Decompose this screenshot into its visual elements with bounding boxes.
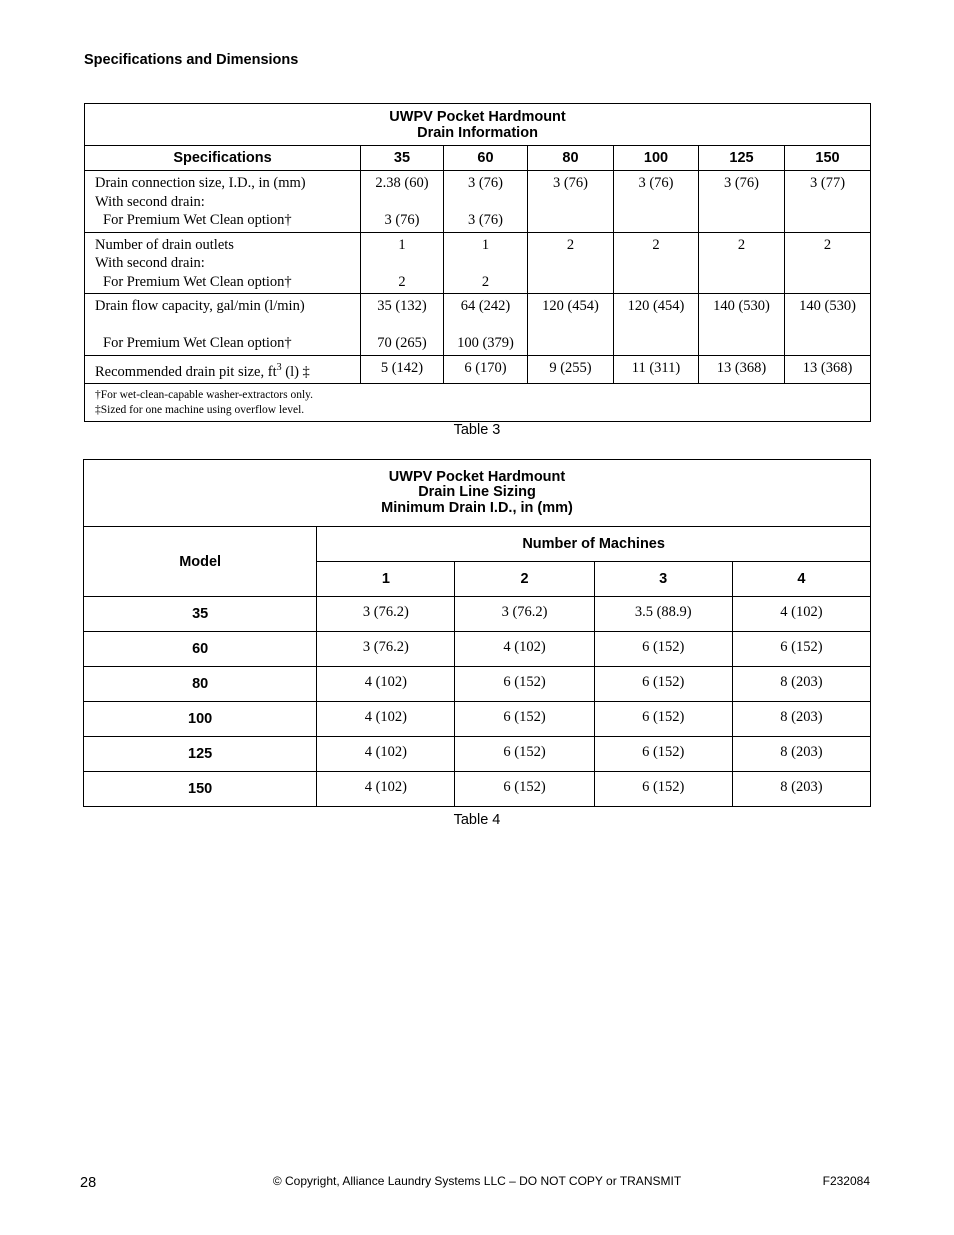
value-line	[785, 316, 870, 335]
table4-count-header: 2	[455, 562, 594, 597]
table3-value-cell	[528, 294, 614, 356]
table4-count-header: 1	[317, 562, 455, 597]
copyright-notice: © Copyright, Alliance Laundry Systems LLC – DO NOT COPY or TRANSMIT	[272, 1174, 682, 1188]
table4-caption: Table 4	[453, 812, 501, 828]
value-line	[785, 273, 870, 292]
value-line	[785, 254, 870, 273]
table4-model-header: Model	[84, 527, 317, 597]
value-line: 2.38 (60)	[375, 175, 429, 191]
table4-count-header: 4	[732, 562, 870, 597]
value-line	[699, 193, 784, 212]
table3-value-cell	[785, 232, 871, 294]
value-line	[528, 211, 613, 230]
table4-value-cell: 6 (152)	[732, 632, 870, 667]
table3-value-cell	[361, 171, 444, 233]
table4-row	[84, 737, 871, 772]
value-line	[614, 193, 698, 212]
table4-row	[84, 632, 871, 667]
value-line: 120 (454)	[627, 298, 685, 314]
table3-title-line2: Drain Information	[417, 124, 538, 141]
table4-value-cell: 6 (152)	[594, 667, 732, 702]
value-line: 3 (76)	[467, 175, 504, 191]
table4-count-header: 3	[594, 562, 732, 597]
table4-model-cell: 125	[84, 737, 317, 772]
table4-value-cell: 4 (102)	[317, 667, 455, 702]
table4-value-cell: 4 (102)	[317, 737, 455, 772]
footnote-double-dagger: ‡Sized for one machine using overflow level.	[95, 403, 305, 416]
spec-label-line: For Premium Wet Clean option†	[103, 212, 292, 228]
table4-value-cell: 3 (76.2)	[317, 632, 455, 667]
table3-header-cell: 150	[785, 146, 871, 171]
spec-label-line	[95, 316, 350, 335]
spec-label-line: Number of drain outlets	[95, 236, 234, 253]
value-line: 100 (379)	[457, 335, 514, 351]
table4-value-cell: 8 (203)	[732, 667, 870, 702]
table4-value-cell: 3.5 (88.9)	[594, 597, 732, 632]
value-line	[361, 193, 443, 212]
table4-model-cell: 80	[84, 667, 317, 702]
table3-value-cell	[444, 294, 528, 356]
table4-value-cell: 6 (152)	[455, 772, 594, 807]
pit-label-suffix: (l) ‡	[281, 363, 310, 380]
table3-pit-value: 13 (368)	[785, 355, 871, 383]
table3-value-cell	[699, 171, 785, 233]
value-line: 1	[481, 236, 490, 253]
table3-row	[85, 294, 871, 356]
value-line: 2	[398, 273, 406, 290]
value-line	[528, 193, 613, 212]
table4-title-line3: Minimum Drain I.D., in (mm)	[381, 499, 573, 516]
value-line	[699, 211, 784, 230]
page-number: 28	[80, 1175, 97, 1191]
value-line: 3 (76)	[467, 212, 504, 228]
value-line: 70 (265)	[377, 335, 427, 351]
table3-value-cell	[614, 294, 699, 356]
table4-value-cell: 4 (102)	[317, 702, 455, 737]
table3-value-cell	[699, 232, 785, 294]
table4-value-cell: 6 (152)	[594, 702, 732, 737]
table4-title-line1: UWPV Pocket Hardmount	[388, 468, 566, 485]
table4-value-cell: 6 (152)	[455, 667, 594, 702]
table4-value-cell: 4 (102)	[455, 632, 594, 667]
value-line: 1	[398, 236, 406, 253]
table3-title	[85, 104, 871, 146]
table3-pit-value: 6 (170)	[444, 355, 528, 383]
value-line: 2	[481, 273, 490, 290]
spec-label-line: Drain connection size, I.D., in (mm)	[95, 175, 306, 191]
value-line: 3 (76)	[384, 212, 420, 228]
value-line	[699, 316, 784, 335]
value-line: 2	[737, 236, 746, 253]
value-line	[614, 316, 698, 335]
table4-title	[84, 460, 871, 527]
spec-label-line: With second drain:	[95, 193, 205, 210]
spec-label-line: With second drain:	[95, 255, 205, 271]
table4-model-cell: 60	[84, 632, 317, 667]
table4-value-cell: 4 (102)	[732, 597, 870, 632]
value-line: 2	[566, 236, 575, 253]
table3-header-cell: 80	[528, 146, 614, 171]
table3-value-cell	[528, 171, 614, 233]
table4-value-cell: 6 (152)	[594, 632, 732, 667]
document-id: F232084	[822, 1174, 870, 1188]
value-line: 3 (76)	[723, 175, 760, 191]
table4-machines-header: Number of Machines	[317, 527, 871, 562]
table3-spec-label	[85, 232, 361, 294]
value-line	[614, 211, 698, 230]
table4-value-cell: 8 (203)	[732, 772, 870, 807]
table4-model-cell: 150	[84, 772, 317, 807]
table3-value-cell	[444, 232, 528, 294]
table3-pit-value: 13 (368)	[699, 355, 785, 383]
table4-value-cell: 8 (203)	[732, 702, 870, 737]
drain-line-sizing-table	[83, 459, 871, 807]
table4-row	[84, 772, 871, 807]
table3-pit-label	[85, 355, 361, 383]
value-line: 120 (454)	[542, 298, 599, 314]
table3-value-cell	[528, 232, 614, 294]
table4-row	[84, 702, 871, 737]
table4-row	[84, 597, 871, 632]
value-line: 64 (242)	[460, 298, 511, 314]
value-line: 2	[823, 236, 832, 253]
table3-value-cell	[785, 294, 871, 356]
spec-label-line: For Premium Wet Clean option†	[103, 273, 292, 290]
value-line	[361, 254, 443, 273]
table4-title-line2: Drain Line Sizing	[418, 484, 536, 501]
value-line: 3 (77)	[809, 175, 846, 191]
table3-pit-value: 11 (311)	[614, 355, 699, 383]
value-line: 3 (76)	[638, 175, 674, 191]
table3-title-line1: UWPV Pocket Hardmount	[389, 108, 566, 125]
value-line	[361, 316, 443, 335]
table3-row	[85, 232, 871, 294]
section-title: Specifications and Dimensions	[84, 52, 299, 68]
table3-spec-label	[85, 294, 361, 356]
value-line	[528, 316, 613, 335]
value-line	[699, 254, 784, 273]
table3-value-cell	[444, 171, 528, 233]
spec-label-line: Drain flow capacity, gal/min (l/min)	[95, 298, 305, 314]
table3-header-cell: Specifications	[85, 146, 361, 171]
table3-header-cell: 35	[361, 146, 444, 171]
value-line	[528, 273, 613, 292]
value-line	[785, 211, 870, 230]
value-line	[614, 334, 698, 353]
value-line: 140 (530)	[799, 298, 856, 314]
table3-spec-label	[85, 171, 361, 233]
table3-pit-value: 5 (142)	[361, 355, 444, 383]
table3-footnotes	[85, 383, 871, 421]
value-line	[614, 273, 698, 292]
footnote-dagger: †For wet-clean-capable washer-extractors only.	[95, 388, 314, 401]
value-line	[528, 254, 613, 273]
table3-pit-value: 9 (255)	[528, 355, 614, 383]
value-line	[444, 316, 527, 335]
value-line: 2	[652, 236, 660, 253]
pit-label-prefix: Recommended drain pit size, ft	[95, 363, 277, 380]
pit-label-sup: 3	[276, 361, 282, 373]
table3-value-cell	[614, 232, 699, 294]
value-line: 3 (76)	[552, 175, 589, 191]
table3-value-cell	[699, 294, 785, 356]
table4-value-cell: 6 (152)	[455, 737, 594, 772]
table3-value-cell	[361, 232, 444, 294]
value-line	[528, 334, 613, 353]
table4-value-cell: 6 (152)	[594, 772, 732, 807]
table3-header-row	[85, 146, 871, 171]
table3-value-cell	[361, 294, 444, 356]
table3-row	[85, 171, 871, 233]
table3-caption: Table 3	[453, 422, 501, 438]
value-line	[785, 334, 870, 353]
table3-header-cell: 100	[614, 146, 699, 171]
table4-value-cell: 4 (102)	[317, 772, 455, 807]
table4-value-cell: 6 (152)	[594, 737, 732, 772]
table4-model-cell: 100	[84, 702, 317, 737]
value-line: 140 (530)	[713, 298, 770, 314]
value-line	[444, 193, 527, 212]
table4-value-cell: 3 (76.2)	[455, 597, 594, 632]
value-line: 35 (132)	[377, 298, 427, 314]
value-line	[444, 254, 527, 273]
drain-information-table	[84, 103, 871, 422]
value-line	[614, 254, 698, 273]
table3-header-cell: 60	[444, 146, 528, 171]
table3-pit-row	[85, 355, 871, 383]
table4-value-cell: 6 (152)	[455, 702, 594, 737]
spec-label-line: For Premium Wet Clean option†	[103, 335, 292, 351]
table4-value-cell: 8 (203)	[732, 737, 870, 772]
table4-value-cell: 3 (76.2)	[317, 597, 455, 632]
table3-header-cell: 125	[699, 146, 785, 171]
table3-value-cell	[614, 171, 699, 233]
table4-row	[84, 667, 871, 702]
table4-model-cell: 35	[84, 597, 317, 632]
table3-value-cell	[785, 171, 871, 233]
value-line	[699, 334, 784, 353]
value-line	[699, 273, 784, 292]
value-line	[785, 193, 870, 212]
